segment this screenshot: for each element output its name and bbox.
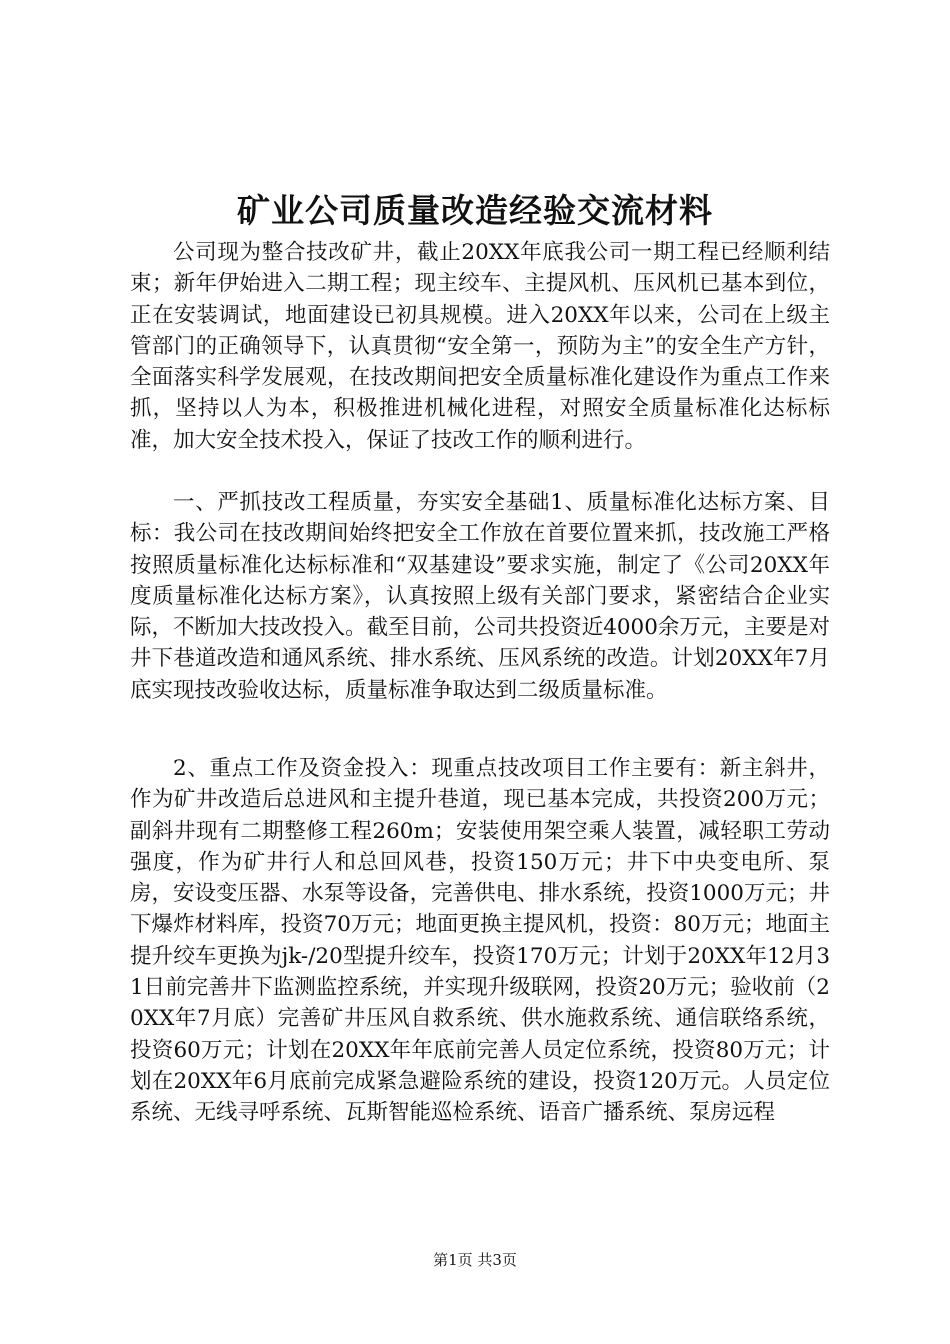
document-title: 矿业公司质量改造经验交流材料 — [237, 191, 713, 230]
paragraph-intro: 公司现为整合技改矿井，截止20XX年底我公司一期工程已经顺利结束；新年伊始进入二期工程；现主绞车、主提风机、压风机已基本到位，正在安装调试，地面建设已初具规模。进入20XX年以来，公司在上级主管部门的正确领导下，认真贯彻“安全第一，预防为主”的安全生产方针，全面落实科学发展观，在技改期间把安全质量标准化建设作为重点工作来抓，坚持以人为本，积极推进机械化进程，对照安全质量标准化达标标准，加大安全技术投入，保证了技改工作的顺利进行。 — [130, 240, 830, 453]
page-footer: 第1页 共3页 — [433, 1251, 517, 1269]
paragraph-section-2: 2、重点工作及资金投入：现重点技改项目工作主要有：新主斜井，作为矿井改造后总进风和主提升巷道，现已基本完成，共投资200万元；副斜井现有二期整修工程260m；安装使用架空乘人装置，减轻职工劳动强度，作为矿井行人和总回风巷，投资150万元；井下中央变电所、泵房，安设变压器、水泵等设备，完善供电、排水系统，投资1000万元；井下爆炸材料库，投资70万元；地面更换主提风机，投资：80万元；地面主提升绞车更换为jk-/20型提升绞车，投资170万元；计划于20XX年12月31日前完善井下监测监控系统，并实现升级联网，投资20万元；验收前（20XX年7月底）完善矿井压风自救系统、供水施救系统、通信联络系统，投资60万元；计划在20XX年年底前完善人员定位系统，投资80万元；计划在20XX年6月底前完成紧急避险系统的建设，投资120万元。人员定位系统、无线寻呼系统、瓦斯智能巡检系统、语音广播系统、泵房远程 — [130, 756, 830, 1126]
paragraph-section-1: 一、严抓技改工程质量，夯实安全基础1、质量标准化达标方案、目标：我公司在技改期间始终把安全工作放在首要位置来抓，技改施工严格按照质量标准化达标标准和“双基建设”要求实施，制定了《公司20XX年度质量标准化达标方案》，认真按照上级有关部门要求，紧密结合企业实际，不断加大技改投入。截至目前，公司共投资近4000余万元，主要是对井下巷道改造和通风系统、排水系统、压风系统的改造。计划20XX年7月底实现技改验收达标，质量标准争取达到二级质量标准。 — [130, 490, 830, 703]
